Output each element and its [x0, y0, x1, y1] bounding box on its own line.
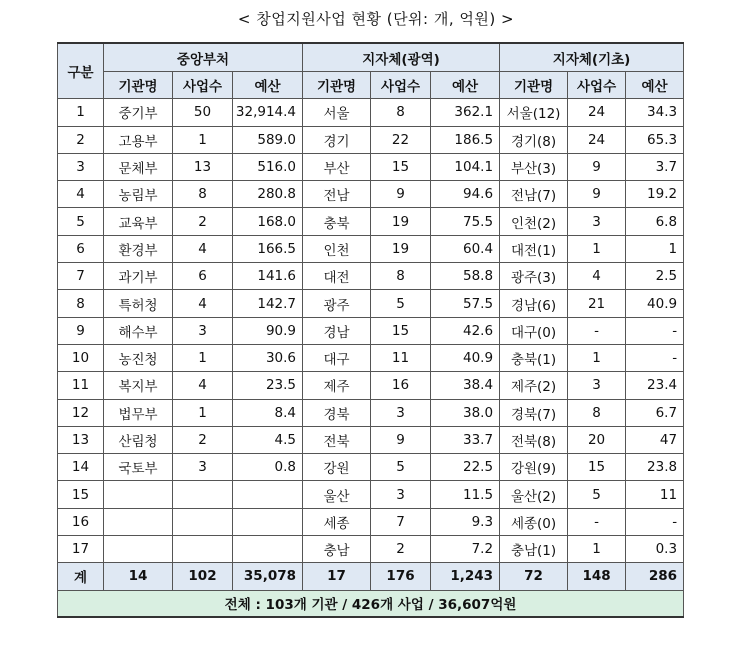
table-row [58, 372, 684, 399]
table-cell [104, 536, 173, 563]
table-cell: 산림청 [104, 426, 173, 453]
table-cell: 6.7 [626, 399, 684, 426]
table-cell: 90.9 [233, 317, 303, 344]
table-cell: 15 [371, 153, 431, 180]
table-cell: 9.3 [431, 508, 500, 535]
table-cell: 3 [173, 317, 233, 344]
table-cell: 23.4 [626, 372, 684, 399]
table-cell: 강원 [303, 454, 371, 481]
table-cell: 1 [568, 344, 626, 371]
table-cell: 3 [371, 481, 431, 508]
table-cell [233, 536, 303, 563]
table-cell: 4 [173, 235, 233, 262]
header-subcolumn: 예산 [233, 72, 303, 99]
table-cell: 대구(0) [500, 317, 568, 344]
table-cell: 2 [371, 536, 431, 563]
header-subcolumn: 사업수 [568, 72, 626, 99]
table-cell: 6.8 [626, 208, 684, 235]
header-subcolumn: 예산 [431, 72, 500, 99]
table-cell [233, 508, 303, 535]
table-cell: 65.3 [626, 126, 684, 153]
table-cell: 전북 [303, 426, 371, 453]
table-cell: 19 [371, 235, 431, 262]
table-cell: 5 [371, 290, 431, 317]
table-cell: 362.1 [431, 99, 500, 126]
table-cell: 강원(9) [500, 454, 568, 481]
table-cell: 30.6 [233, 344, 303, 371]
table-cell: 국토부 [104, 454, 173, 481]
table-cell: 대구 [303, 344, 371, 371]
table-row [58, 208, 684, 235]
table-cell: 충남 [303, 536, 371, 563]
table-cell: 4 [568, 263, 626, 290]
startup-support-table [57, 42, 684, 618]
table-cell [173, 481, 233, 508]
table-cell: 경기(8) [500, 126, 568, 153]
table-row [58, 454, 684, 481]
header-category: 구분 [58, 43, 104, 99]
table-cell: 24 [568, 99, 626, 126]
table-cell: 11 [626, 481, 684, 508]
table-cell: 14 [58, 454, 104, 481]
table-cell: 16 [58, 508, 104, 535]
table-cell: 서울 [303, 99, 371, 126]
table-cell: 2 [173, 208, 233, 235]
table-cell: - [626, 317, 684, 344]
table-cell: 제주(2) [500, 372, 568, 399]
table-cell: 전북(8) [500, 426, 568, 453]
table-title: < 창업지원사업 현황 (단위: 개, 억원) > [237, 10, 515, 28]
table-cell: 9 [58, 317, 104, 344]
table-cell: 3 [58, 153, 104, 180]
table-cell: 8 [173, 181, 233, 208]
header-subcolumn: 기관명 [104, 72, 173, 99]
table-cell: 58.8 [431, 263, 500, 290]
table-cell: 0.8 [233, 454, 303, 481]
table-cell: 22.5 [431, 454, 500, 481]
sum-cell: 72 [500, 563, 568, 590]
table-cell: 33.7 [431, 426, 500, 453]
table-cell: 1 [173, 344, 233, 371]
table-cell: 8 [371, 263, 431, 290]
table-cell: 경남(6) [500, 290, 568, 317]
table-cell: 해수부 [104, 317, 173, 344]
table-cell: 1 [626, 235, 684, 262]
table-cell: - [626, 344, 684, 371]
table-cell: 1 [173, 399, 233, 426]
table-cell: 589.0 [233, 126, 303, 153]
header-subcolumn: 기관명 [500, 72, 568, 99]
table-row [58, 426, 684, 453]
sum-cell: 176 [371, 563, 431, 590]
table-cell: 경기 [303, 126, 371, 153]
table-cell: 11 [371, 344, 431, 371]
table-cell: 전남 [303, 181, 371, 208]
table-cell: 5 [568, 481, 626, 508]
table-cell: 3 [173, 454, 233, 481]
table-cell: 대전 [303, 263, 371, 290]
table-cell: 21 [568, 290, 626, 317]
table-cell: 4.5 [233, 426, 303, 453]
table-cell: 40.9 [431, 344, 500, 371]
table-cell: 94.6 [431, 181, 500, 208]
table-cell: 경북(7) [500, 399, 568, 426]
table-cell: 15 [371, 317, 431, 344]
table-cell: 60.4 [431, 235, 500, 262]
table-cell: 280.8 [233, 181, 303, 208]
table-cell: 3 [568, 208, 626, 235]
table-cell: 168.0 [233, 208, 303, 235]
table-cell: 13 [58, 426, 104, 453]
table-row [58, 290, 684, 317]
table-cell: 32,914.4 [233, 99, 303, 126]
table-cell: 8 [568, 399, 626, 426]
table-cell: 17 [58, 536, 104, 563]
table-cell: 복지부 [104, 372, 173, 399]
table-cell: 1 [173, 126, 233, 153]
table-cell: 2.5 [626, 263, 684, 290]
table-cell: 11.5 [431, 481, 500, 508]
table-cell: 경북 [303, 399, 371, 426]
table-cell: 경남 [303, 317, 371, 344]
table-cell: 19 [371, 208, 431, 235]
table-row [58, 399, 684, 426]
sum-cell: 14 [104, 563, 173, 590]
table-cell: 22 [371, 126, 431, 153]
table-cell [173, 536, 233, 563]
table-cell [104, 508, 173, 535]
table-cell: 서울(12) [500, 99, 568, 126]
table-cell [104, 481, 173, 508]
table-cell: 23.5 [233, 372, 303, 399]
table-cell: 특허청 [104, 290, 173, 317]
table-body [58, 99, 684, 617]
sum-cell: 286 [626, 563, 684, 590]
table-cell: 4 [173, 372, 233, 399]
header-subcolumns [58, 72, 684, 99]
table-cell: 5 [58, 208, 104, 235]
table-cell: 제주 [303, 372, 371, 399]
sum-cell: 148 [568, 563, 626, 590]
table-cell: 15 [58, 481, 104, 508]
table-cell: 9 [568, 181, 626, 208]
table-cell: 인천(2) [500, 208, 568, 235]
table-cell: 8.4 [233, 399, 303, 426]
table-cell: 23.8 [626, 454, 684, 481]
table-cell: 부산 [303, 153, 371, 180]
table-cell: 186.5 [431, 126, 500, 153]
table-cell: 부산(3) [500, 153, 568, 180]
table-cell: 8 [371, 99, 431, 126]
table-cell: 2 [173, 426, 233, 453]
table-row [58, 344, 684, 371]
sum-row [58, 563, 684, 590]
table-cell: 16 [371, 372, 431, 399]
table-cell: 2 [58, 126, 104, 153]
header-group-metro: 지자체(광역) [303, 43, 500, 72]
sum-cell: 계 [58, 563, 104, 590]
table-cell: 7 [371, 508, 431, 535]
table-cell: 47 [626, 426, 684, 453]
table-row [58, 181, 684, 208]
table-row [58, 99, 684, 126]
table-cell: 166.5 [233, 235, 303, 262]
header-subcolumn: 사업수 [371, 72, 431, 99]
table-cell: 고용부 [104, 126, 173, 153]
table-cell: 1 [58, 99, 104, 126]
table-cell: 4 [58, 181, 104, 208]
table-cell: 9 [371, 181, 431, 208]
table-cell: 38.4 [431, 372, 500, 399]
table-cell: - [568, 508, 626, 535]
table-cell: 광주(3) [500, 263, 568, 290]
table-cell: 12 [58, 399, 104, 426]
table-cell: 50 [173, 99, 233, 126]
table-cell: 9 [568, 153, 626, 180]
table-row [58, 508, 684, 535]
table-row [58, 481, 684, 508]
table-cell: 7 [58, 263, 104, 290]
table-cell: 교육부 [104, 208, 173, 235]
table-cell: 대전(1) [500, 235, 568, 262]
table-cell: 중기부 [104, 99, 173, 126]
table-row [58, 126, 684, 153]
table-cell: 42.6 [431, 317, 500, 344]
table-cell: 3 [568, 372, 626, 399]
table-cell: 34.3 [626, 99, 684, 126]
header-subcolumn: 기관명 [303, 72, 371, 99]
table-cell: 8 [58, 290, 104, 317]
table-cell: 과기부 [104, 263, 173, 290]
header-group-local: 지자체(기초) [500, 43, 684, 72]
table-cell: - [626, 508, 684, 535]
sum-cell: 1,243 [431, 563, 500, 590]
table-cell: 75.5 [431, 208, 500, 235]
table-cell: 3 [371, 399, 431, 426]
table-cell: 울산(2) [500, 481, 568, 508]
table-cell [173, 508, 233, 535]
table-cell: 세종 [303, 508, 371, 535]
table-cell: 인천 [303, 235, 371, 262]
table-cell: 환경부 [104, 235, 173, 262]
table-cell: 0.3 [626, 536, 684, 563]
table-cell: 4 [173, 290, 233, 317]
table-cell: 전남(7) [500, 181, 568, 208]
sum-cell: 35,078 [233, 563, 303, 590]
table-row [58, 263, 684, 290]
table-cell: 40.9 [626, 290, 684, 317]
table-cell: 24 [568, 126, 626, 153]
table-row [58, 536, 684, 563]
table-cell: 141.6 [233, 263, 303, 290]
table-cell: 6 [58, 235, 104, 262]
table-cell: 농림부 [104, 181, 173, 208]
table-row [58, 153, 684, 180]
table-cell: 38.0 [431, 399, 500, 426]
table-cell: 57.5 [431, 290, 500, 317]
table-cell: 7.2 [431, 536, 500, 563]
header-subcolumn: 예산 [626, 72, 684, 99]
sum-cell: 17 [303, 563, 371, 590]
sum-cell: 102 [173, 563, 233, 590]
table-cell: 세종(0) [500, 508, 568, 535]
table-cell: 농진청 [104, 344, 173, 371]
table-row [58, 235, 684, 262]
table-cell: 광주 [303, 290, 371, 317]
header-subcolumn: 사업수 [173, 72, 233, 99]
table-cell: 142.7 [233, 290, 303, 317]
table-cell: 문체부 [104, 153, 173, 180]
total-summary: 전체 : 103개 기관 / 426개 사업 / 36,607억원 [58, 590, 684, 617]
table-cell: 울산 [303, 481, 371, 508]
table-cell: 5 [371, 454, 431, 481]
header-group-central: 중앙부처 [104, 43, 303, 72]
table-cell: 충북 [303, 208, 371, 235]
table-cell: 법무부 [104, 399, 173, 426]
table-cell: 19.2 [626, 181, 684, 208]
table-cell: 6 [173, 263, 233, 290]
table-cell: 10 [58, 344, 104, 371]
table-cell: 516.0 [233, 153, 303, 180]
table-row [58, 317, 684, 344]
table-cell: 1 [568, 536, 626, 563]
table-cell: 11 [58, 372, 104, 399]
table-cell: 충남(1) [500, 536, 568, 563]
table-cell: 20 [568, 426, 626, 453]
table-cell: 충북(1) [500, 344, 568, 371]
total-row [58, 590, 684, 617]
table-cell: 15 [568, 454, 626, 481]
table-cell: 13 [173, 153, 233, 180]
table-cell [233, 481, 303, 508]
table-cell: 9 [371, 426, 431, 453]
table-cell: 3.7 [626, 153, 684, 180]
table-cell: 1 [568, 235, 626, 262]
table-cell: 104.1 [431, 153, 500, 180]
table-cell: - [568, 317, 626, 344]
